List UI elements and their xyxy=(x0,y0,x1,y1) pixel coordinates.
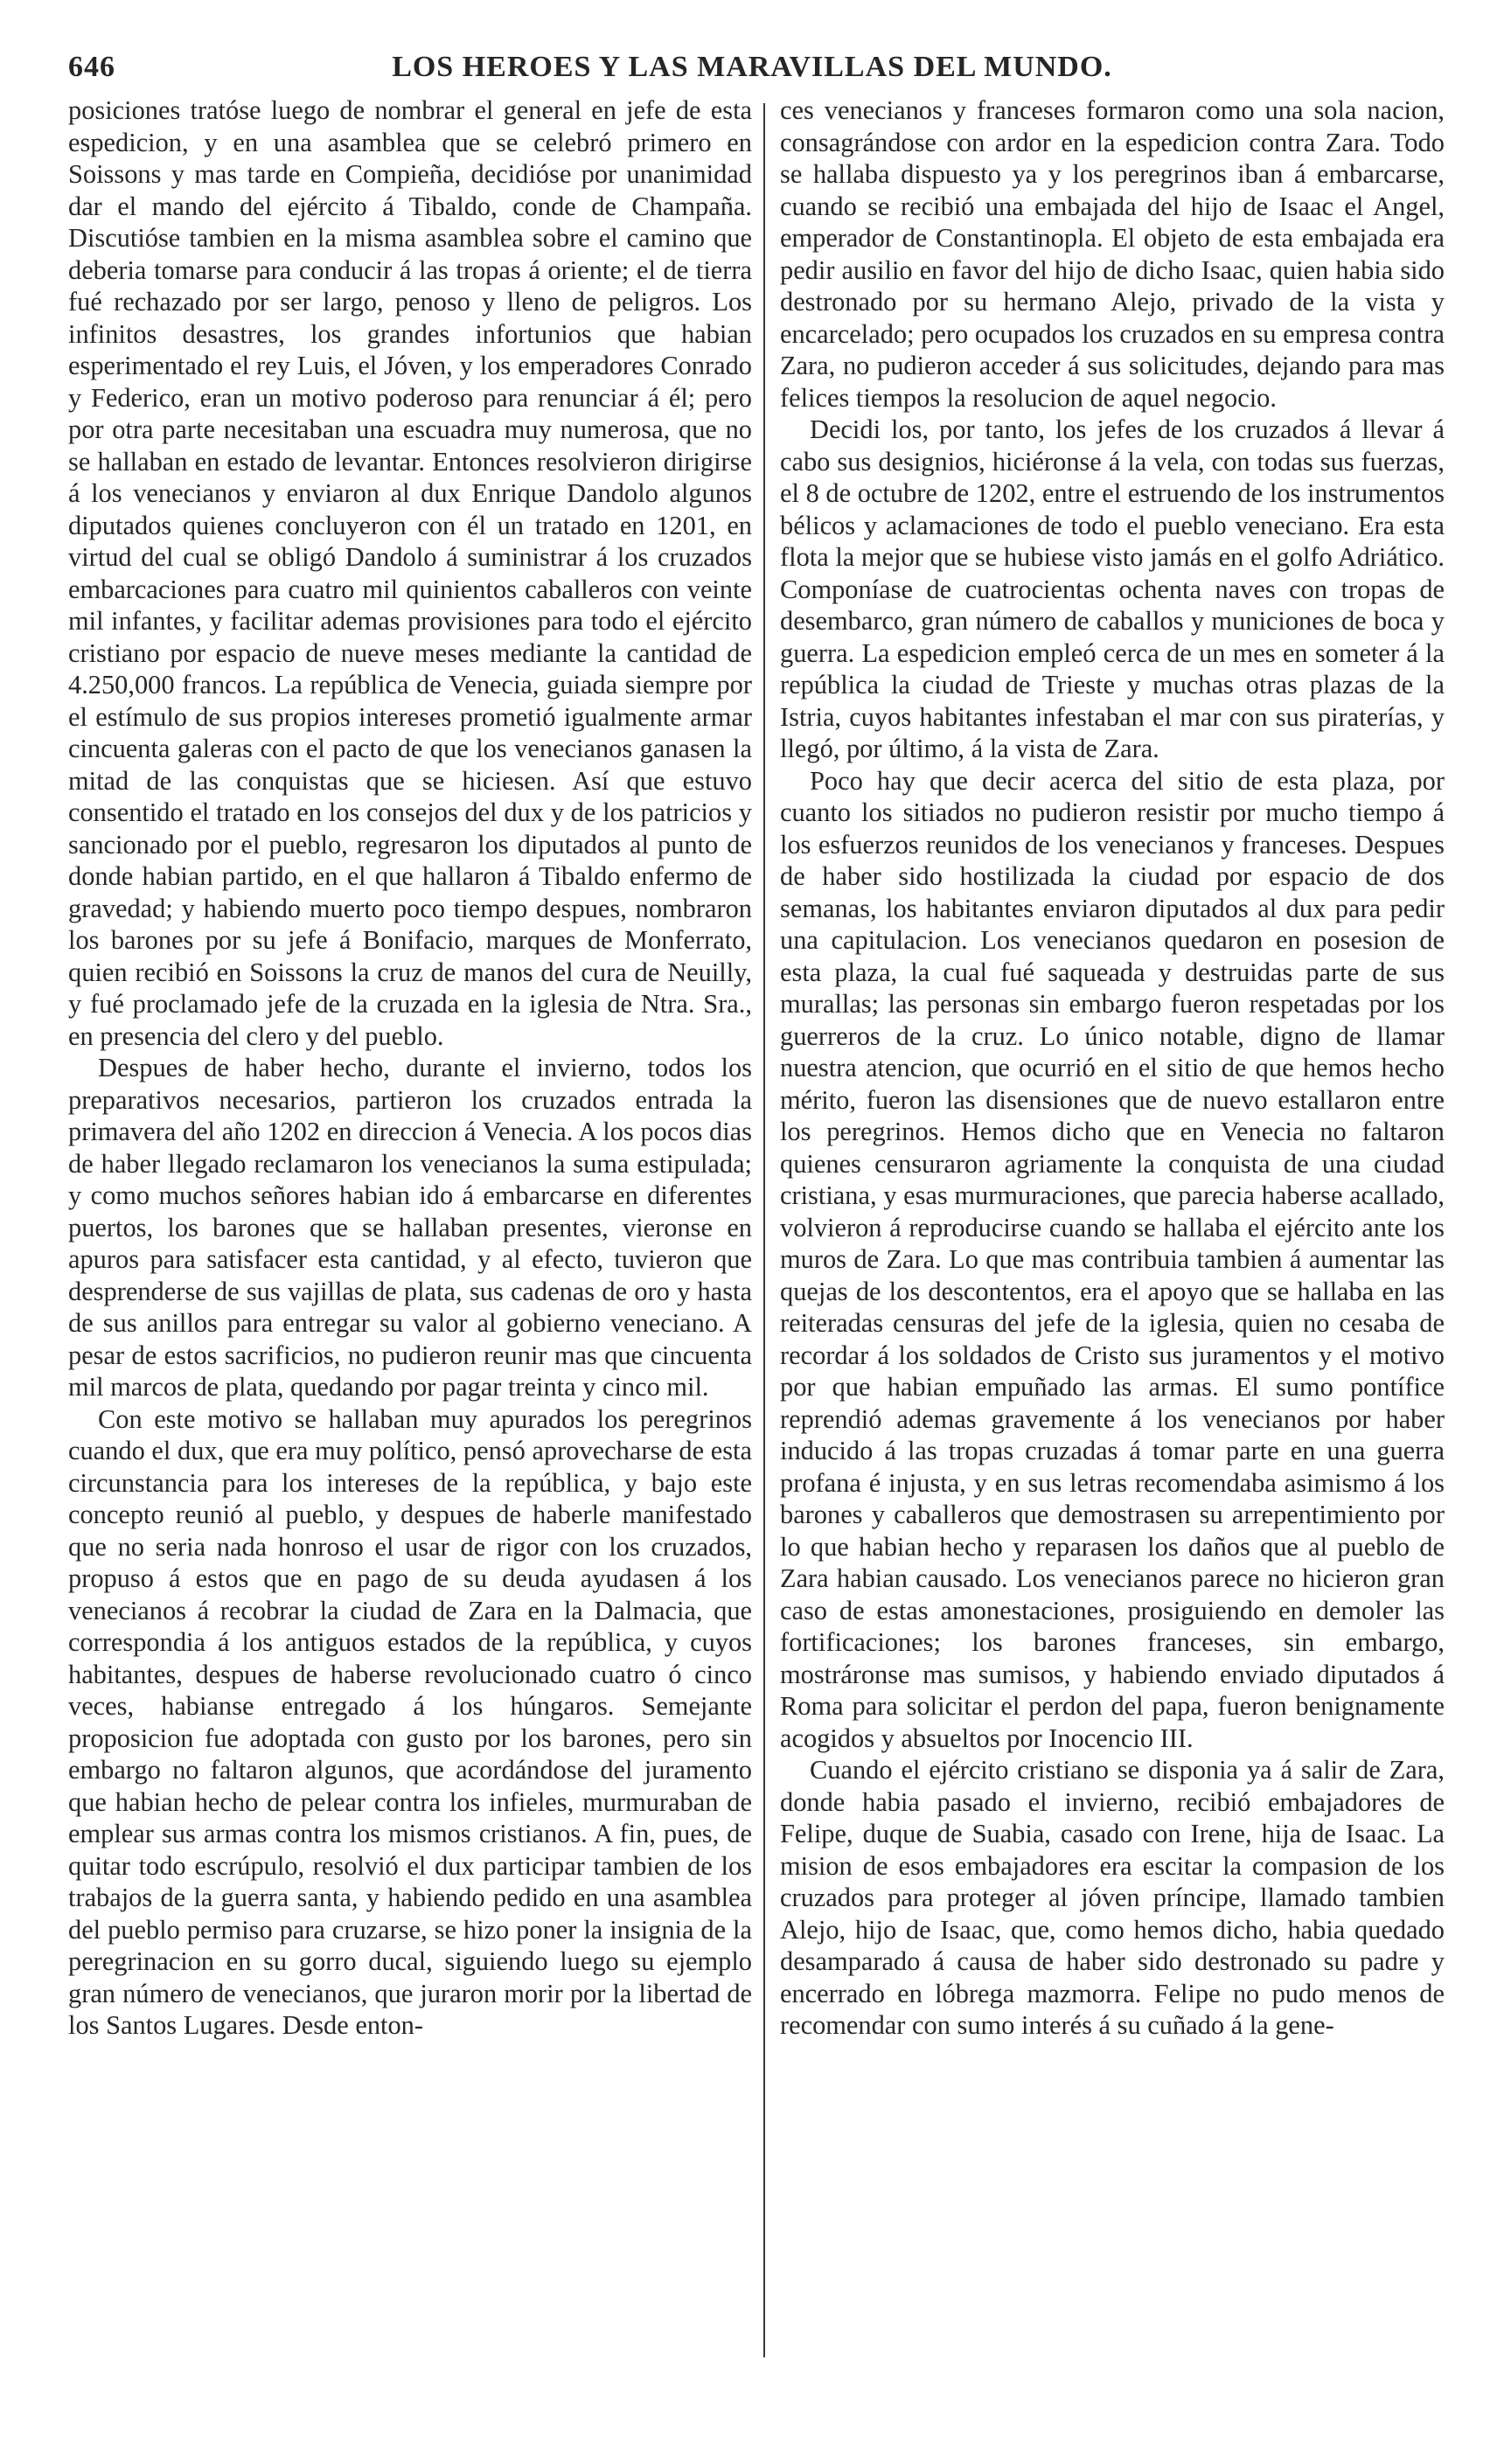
paragraph: Poco hay que decir acerca del sitio de esta plaza, por cuanto los sitiados no pudieron resistir por mucho tiempo á los esfuerzos reunidos de los venecianos y franceses. Despues de haber sido hostilizada la ciudad por espacio de dos semanas, los habitantes enviaron diputados al dux para pedir una capitulacion. Los venecianos quedaron en posesion de esta plaza, la cual fué saqueada y destruidas parte de sus murallas; las personas sin embargo fueron respetadas por los guerreros de la cruz. Lo único notable, digno de llamar nuestra atencion, que ocurrió en el sitio de que hemos hecho mérito, fueron las disensiones que de nuevo estallaron entre los peregrinos. Hemos dicho que en Venecia no faltaron quienes censuraron agriamente la conquista de una ciudad cristiana, y esas murmuraciones, que parecia haberse acallado, volvieron á reproducirse cuando se hallaba el ejército ante los muros de Zara. Lo que mas contribuia tambien á aumentar las quejas de los descontentos, era el apoyo que se hallaba en las reiteradas censuras del jefe de la iglesia, quien no cesaba de recordar á los soldados de Cristo sus juramentos y el motivo por que habian empuñado las armas. El sumo pontífice reprendió ademas gravemente á los venecianos por haber inducido á las tropas cruzadas á tomar parte en una guerra profana é injusta, y en sus letras recomendaba asimismo á los barones y caballeros que demostrasen su arrepentimiento por lo que habian hecho y reparasen los daños que al pueblo de Zara habian causado. Los venecianos parece no hicieron gran caso de estas amonestaciones, prosiguiendo en demoler las fortificaciones; los barones franceses, sin embargo, mostráronse mas sumisos, y habiendo enviado diputados á Roma para solicitar el perdon del papa, fueron benignamente acogidos y absueltos por Inocencio III. xyxy=(780,765,1445,1753)
paragraph: Decidi los, por tanto, los jefes de los cruzados á llevar á cabo sus designios, hiciéronse á la vela, con todas sus fuerzas, el 8 de octubre de 1202, entre el estruendo de los instrumentos bélicos y aclamaciones de todo el pueblo veneciano. Era esta flota la mejor que se hubiese visto jamás en el golfo Adriático. Componíase de cuatrocientas ochenta naves con tropas de desembarco, gran número de caballos y municiones de boca y guerra. La espedicion empleó cerca de un mes en someter á la república la ciudad de Trieste y muchas otras plazas de la Istria, cuyos habitantes infestaban el mar con sus piraterías, y llegó, por último, á la vista de Zara. xyxy=(780,414,1445,763)
page-number: 646 xyxy=(68,51,115,83)
paragraph: Con este motivo se hallaban muy apurados los peregrinos cuando el dux, que era muy político, pensó aprovecharse de esta circunstancia para los intereses de la república, y bajo este concepto reunió al pueblo, y despues de haberle manifestado que no seria nada honroso el usar de rigor con los cruzados, propuso á estos que en pago de su deuda ayudasen á los venecianos á recobrar la ciudad de Zara en la Dalmacia, que correspondia á los antiguos estados de la república, y cuyos habitantes, despues de haberse revolucionado cuatro ó cinco veces, habianse entregado á los húngaros. Semejante proposicion fue adoptada con gusto por los barones, pero sin embargo no faltaron algunos, que acordándose del juramento que habian hecho de pelear contra los infieles, murmuraban de emplear sus armas contra los mismos cristianos. A fin, pues, de quitar todo escrúpulo, resolvió el dux participar tambien de los trabajos de la guerra santa, y habiendo pedido en una asamblea del pueblo permiso para cruzarse, se hizo poner la insignia de la peregrinacion en su gorro ducal, siguiendo luego su ejemplo gran número de venecianos, que juraron morir por la libertad de los Santos Lugares. Desde enton- xyxy=(68,1403,752,2040)
paragraph: ces venecianos y franceses formaron como una sola nacion, consagrándose con ardor en la espedicion contra Zara. Todo se hallaba dispuesto ya y los peregrinos iban á embarcarse, cuando se recibió una embajada del hijo de Isaac el Angel, emperador de Constantinopla. El objeto de esta embajada era pedir ausilio en favor del hijo de dicho Isaac, quien habia sido destronado por su hermano Alejo, privado de la vista y encarcelado; pero ocupados los cruzados en su empresa contra Zara, no pudieron acceder á sus solicitudes, dejando para mas felices tiempos la resolucion de aquel negocio. xyxy=(780,95,1445,413)
paragraph: posiciones tratóse luego de nombrar el general en jefe de esta espedicion, y en una asamblea que se celebró primero en Soissons y mas tarde en Compieña, decidióse por unanimidad dar el mando del ejército á Tibaldo, conde de Champaña. Discutióse tambien en la misma asamblea sobre el camino que deberia tomarse para conducir á las tropas á oriente; el de tierra fué rechazado por ser largo, penoso y lleno de peligros. Los infinitos desastres, los grandes infortunios que habian esperimentado el rey Luis, el Jóven, y los emperadores Conrado y Federico, eran un motivo poderoso para renunciar á él; pero por otra parte necesitaban una escuadra muy numerosa, que no se hallaban en estado de levantar. Entonces resolvieron dirigirse á los venecianos y enviaron al dux Enrique Dandolo algunos diputados quienes concluyeron con él un tratado en 1201, en virtud del cual se obligó Dandolo á suministrar á los cruzados embarcaciones para cuatro mil quinientos caballeros con veinte mil infantes, y facilitar ademas provisiones para todo el ejército cristiano por espacio de nueve meses mediante la cantidad de 4.250,000 francos. La república de Venecia, guiada siempre por el estímulo de sus propios intereses prometió igualmente armar cincuenta galeras con el pacto de que los venecianos ganasen la mitad de las conquistas que se hiciesen. Así que estuvo consentido el tratado en los consejos del dux y de los patricios y sancionado por el pueblo, regresaron los diputados al punto de donde habian partido, en el que hallaron á Tibaldo enfermo de gravedad; y habiendo muerto poco tiempo despues, nombraron los barones por su jefe á Bonifacio, marques de Monferrato, quien recibió en Soissons la cruz de manos del cura de Neuilly, y fué proclamado jefe de la cruzada en la iglesia de Ntra. Sra., en presencia del clero y del pueblo. xyxy=(68,95,752,1051)
running-title: LOS HEROES Y LAS MARAVILLAS DEL MUNDO. xyxy=(392,51,1112,83)
paragraph: Cuando el ejército cristiano se disponia ya á salir de Zara, donde habia pasado el invierno, recibió embajadores de Felipe, duque de Suabia, casado con Irene, hija de Isaac. La mision de esos embajadores era escitar la compasion de los cruzados para proteger al jóven príncipe, llamado tambien Alejo, hijo de Isaac, que, como hemos dicho, habia quedado desamparado á causa de haber sido destronado su padre y encerrado en lóbrega mazmorra. Felipe no pudo menos de recomendar con sumo interés á su cuñado á la gene- xyxy=(780,1755,1445,2040)
column-divider xyxy=(763,103,765,2357)
right-column xyxy=(780,94,1445,2403)
paragraph: Despues de haber hecho, durante el invierno, todos los preparativos necesarios, partieron los cruzados entrada la primavera del año 1202 en direccion á Venecia. A los pocos dias de haber llegado reclamaron los venecianos la suma estipulada; y como muchos señores habian ido á embarcarse en diferentes puertos, los barones que se hallaban presentes, vieronse en apuros para satisfacer esta cantidad, y al efecto, tuvieron que desprenderse de sus vajillas de plata, sus cadenas de oro y hasta de sus anillos para entregar su valor al gobierno veneciano. A pesar de estos sacrificios, no pudieron reunir mas que cincuenta mil marcos de plata, quedando por pagar treinta y cinco mil. xyxy=(68,1053,752,1402)
page-header xyxy=(68,51,1441,86)
left-column xyxy=(68,94,752,2403)
